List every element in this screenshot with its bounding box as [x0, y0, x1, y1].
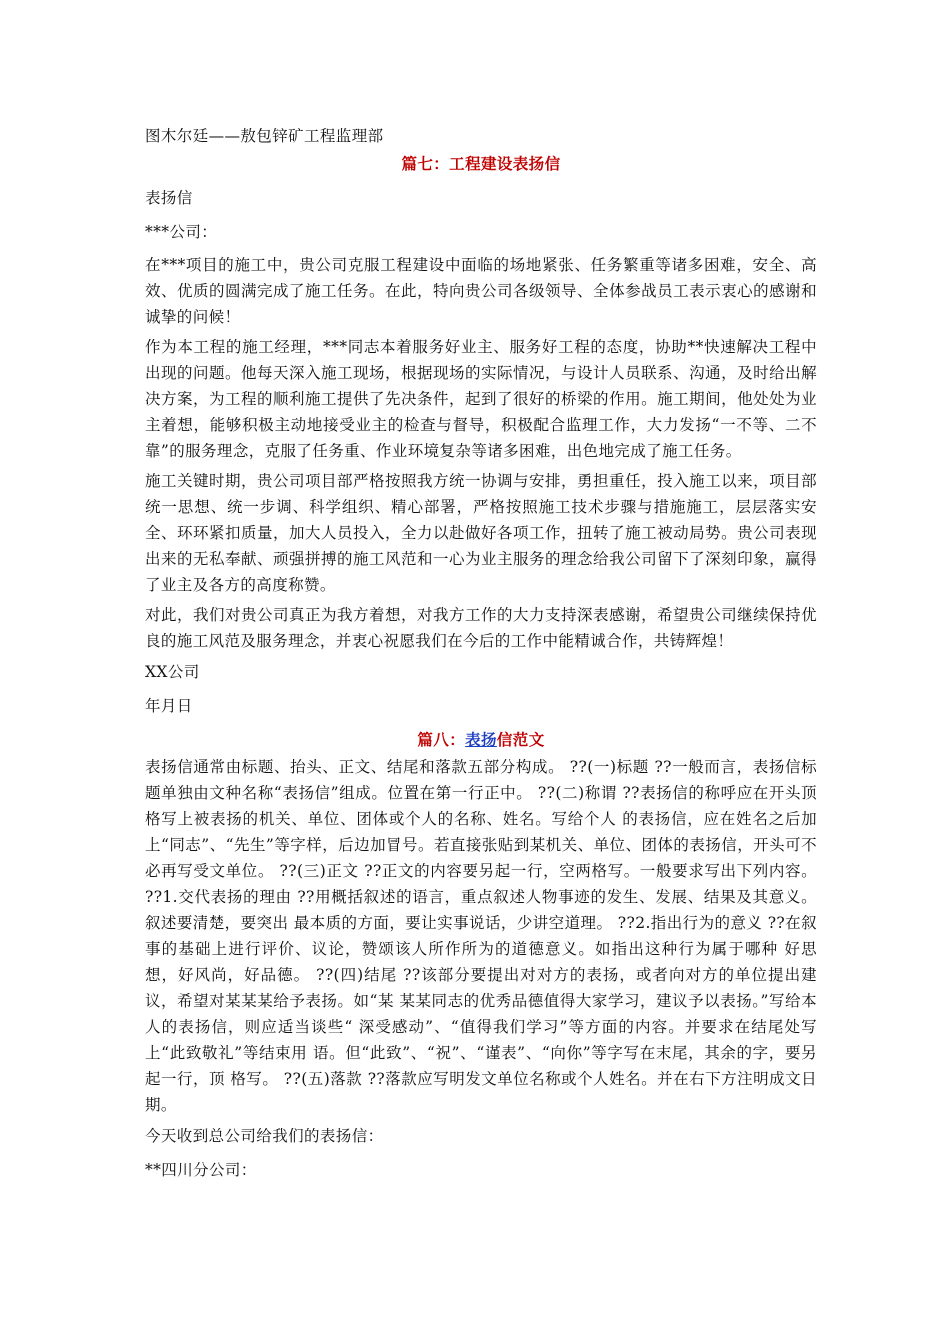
- section8-heading-prefix: 篇八：: [417, 730, 466, 749]
- section7-heading: 篇七：工程建设表扬信: [401, 154, 561, 173]
- section8-heading: [145, 726, 817, 754]
- letter-title: 表扬信: [145, 189, 193, 207]
- letter-paragraph-4: 对此，我们对贵公司真正为我方着想，对我方工作的大力支持深表感谢，希望贵公司继续保持优良的施工风范及服务理念，并衷心祝愿我们在今后的工作中能精诚合作，共铸辉煌！: [145, 606, 817, 650]
- section8-line-received: 今天收到总公司给我们的表扬信：: [145, 1127, 384, 1145]
- letter-signature: XX公司: [145, 663, 200, 681]
- document-page: [145, 122, 817, 1184]
- top-line: 图木尔廷——敖包锌矿工程监理部: [145, 127, 384, 145]
- letter-paragraph-2: 作为本工程的施工经理，***同志本着服务好业主、服务好工程的态度，协助**快速解决工程中出现的问题。他每天深入施工现场，根据现场的实际情况，与设计人员联系、沟通，及时给出解决方案，为工程的顺利施工提供了先决条件，起到了很好的桥梁的作用。施工期间，他处处为业主着想，能够积极主动地接受业主的检查与督导，积极配合监理工作，大力发扬“一不等、二不靠”的服务理念，克服了任务重、作业环境复杂等诸多困难，出色地完成了施工任务。: [145, 338, 817, 460]
- section8-heading-suffix: 信范文: [496, 730, 545, 749]
- letter-paragraph-1: 在***项目的施工中，贵公司克服工程建设中面临的场地紧张、任务繁重等诸多困难，安全、高效、优质的圆满完成了施工任务。在此，特向贵公司各级领导、全体参战员工表示衷心的感谢和诚挚的问候！: [145, 256, 817, 326]
- letter-salutation: ***公司：: [145, 223, 218, 241]
- section8-line-recipient: **四川分公司：: [145, 1161, 257, 1179]
- letter-date: 年月日: [145, 697, 193, 715]
- letter-paragraph-3: 施工关键时期，贵公司项目部严格按照我方统一协调与安排，勇担重任，投入施工以来，项目部统一思想、统一步调、科学组织、精心部署，严格按照施工技术步骤与措施施工，层层落实安全、环环紧扣质量，加大人员投入，全力以赴做好各项工作，扭转了施工被动局势。贵公司表现出来的无私奉献、顽强拼搏的施工风范和一心为业主服务的理念给我公司留下了深刻印象，赢得了业主及各方的高度称赞。: [145, 472, 817, 594]
- section8-body: 表扬信通常由标题、抬头、正文、结尾和落款五部分构成。 ??(一)标题 ??一般而言，表扬信标题单独由文种名称“表扬信”组成。位置在第一行正中。 ??(二)称谓 ??表扬信的称呼应在开头顶格写上被表扬的机关、单位、团体或个人的名称、姓名。写给个人 的表扬信，应在姓名之后加上“同志”、“先生”等字样，后边加冒号。若直接张贴到某机关、单位、团体的表扬信，开头可不必再写受文单位。 ??(三)正文 ??正文的内容要另起一行，空两格写。一般要求写出下列内容。 ??1.交代表扬的理由 ??用概括叙述的语言，重点叙述人物事迹的发生、发展、结果及其意义。叙述要清楚，要突出 最本质的方面，要让实事说话，少讲空道理。 ??2.指出行为的意义 ??在叙事的基础上进行评价、议论，赞颂该人所作所为的道德意义。如指出这种行为属于哪种 好思想，好风尚，好品德。 ??(四)结尾 ??该部分要提出对对方的表扬，或者向对方的单位提出建议，希望对某某某给予表扬。如“某 某某同志的优秀品德值得大家学习，建议予以表扬。”写给本人的表扬信，则应适当谈些“ 深受感动”、“值得我们学习”等方面的内容。并要求在结尾处写上“此致敬礼”等结束用 语。但“此致”、“祝”、“谨表”、“向你”等字写在末尾，其余的字，要另起一行，顶 格写。 ??(五)落款 ??落款应写明发文单位名称或个人姓名。并在右下方注明成文日期。: [145, 758, 817, 1114]
- section8-heading-link[interactable]: 表扬: [465, 730, 497, 749]
